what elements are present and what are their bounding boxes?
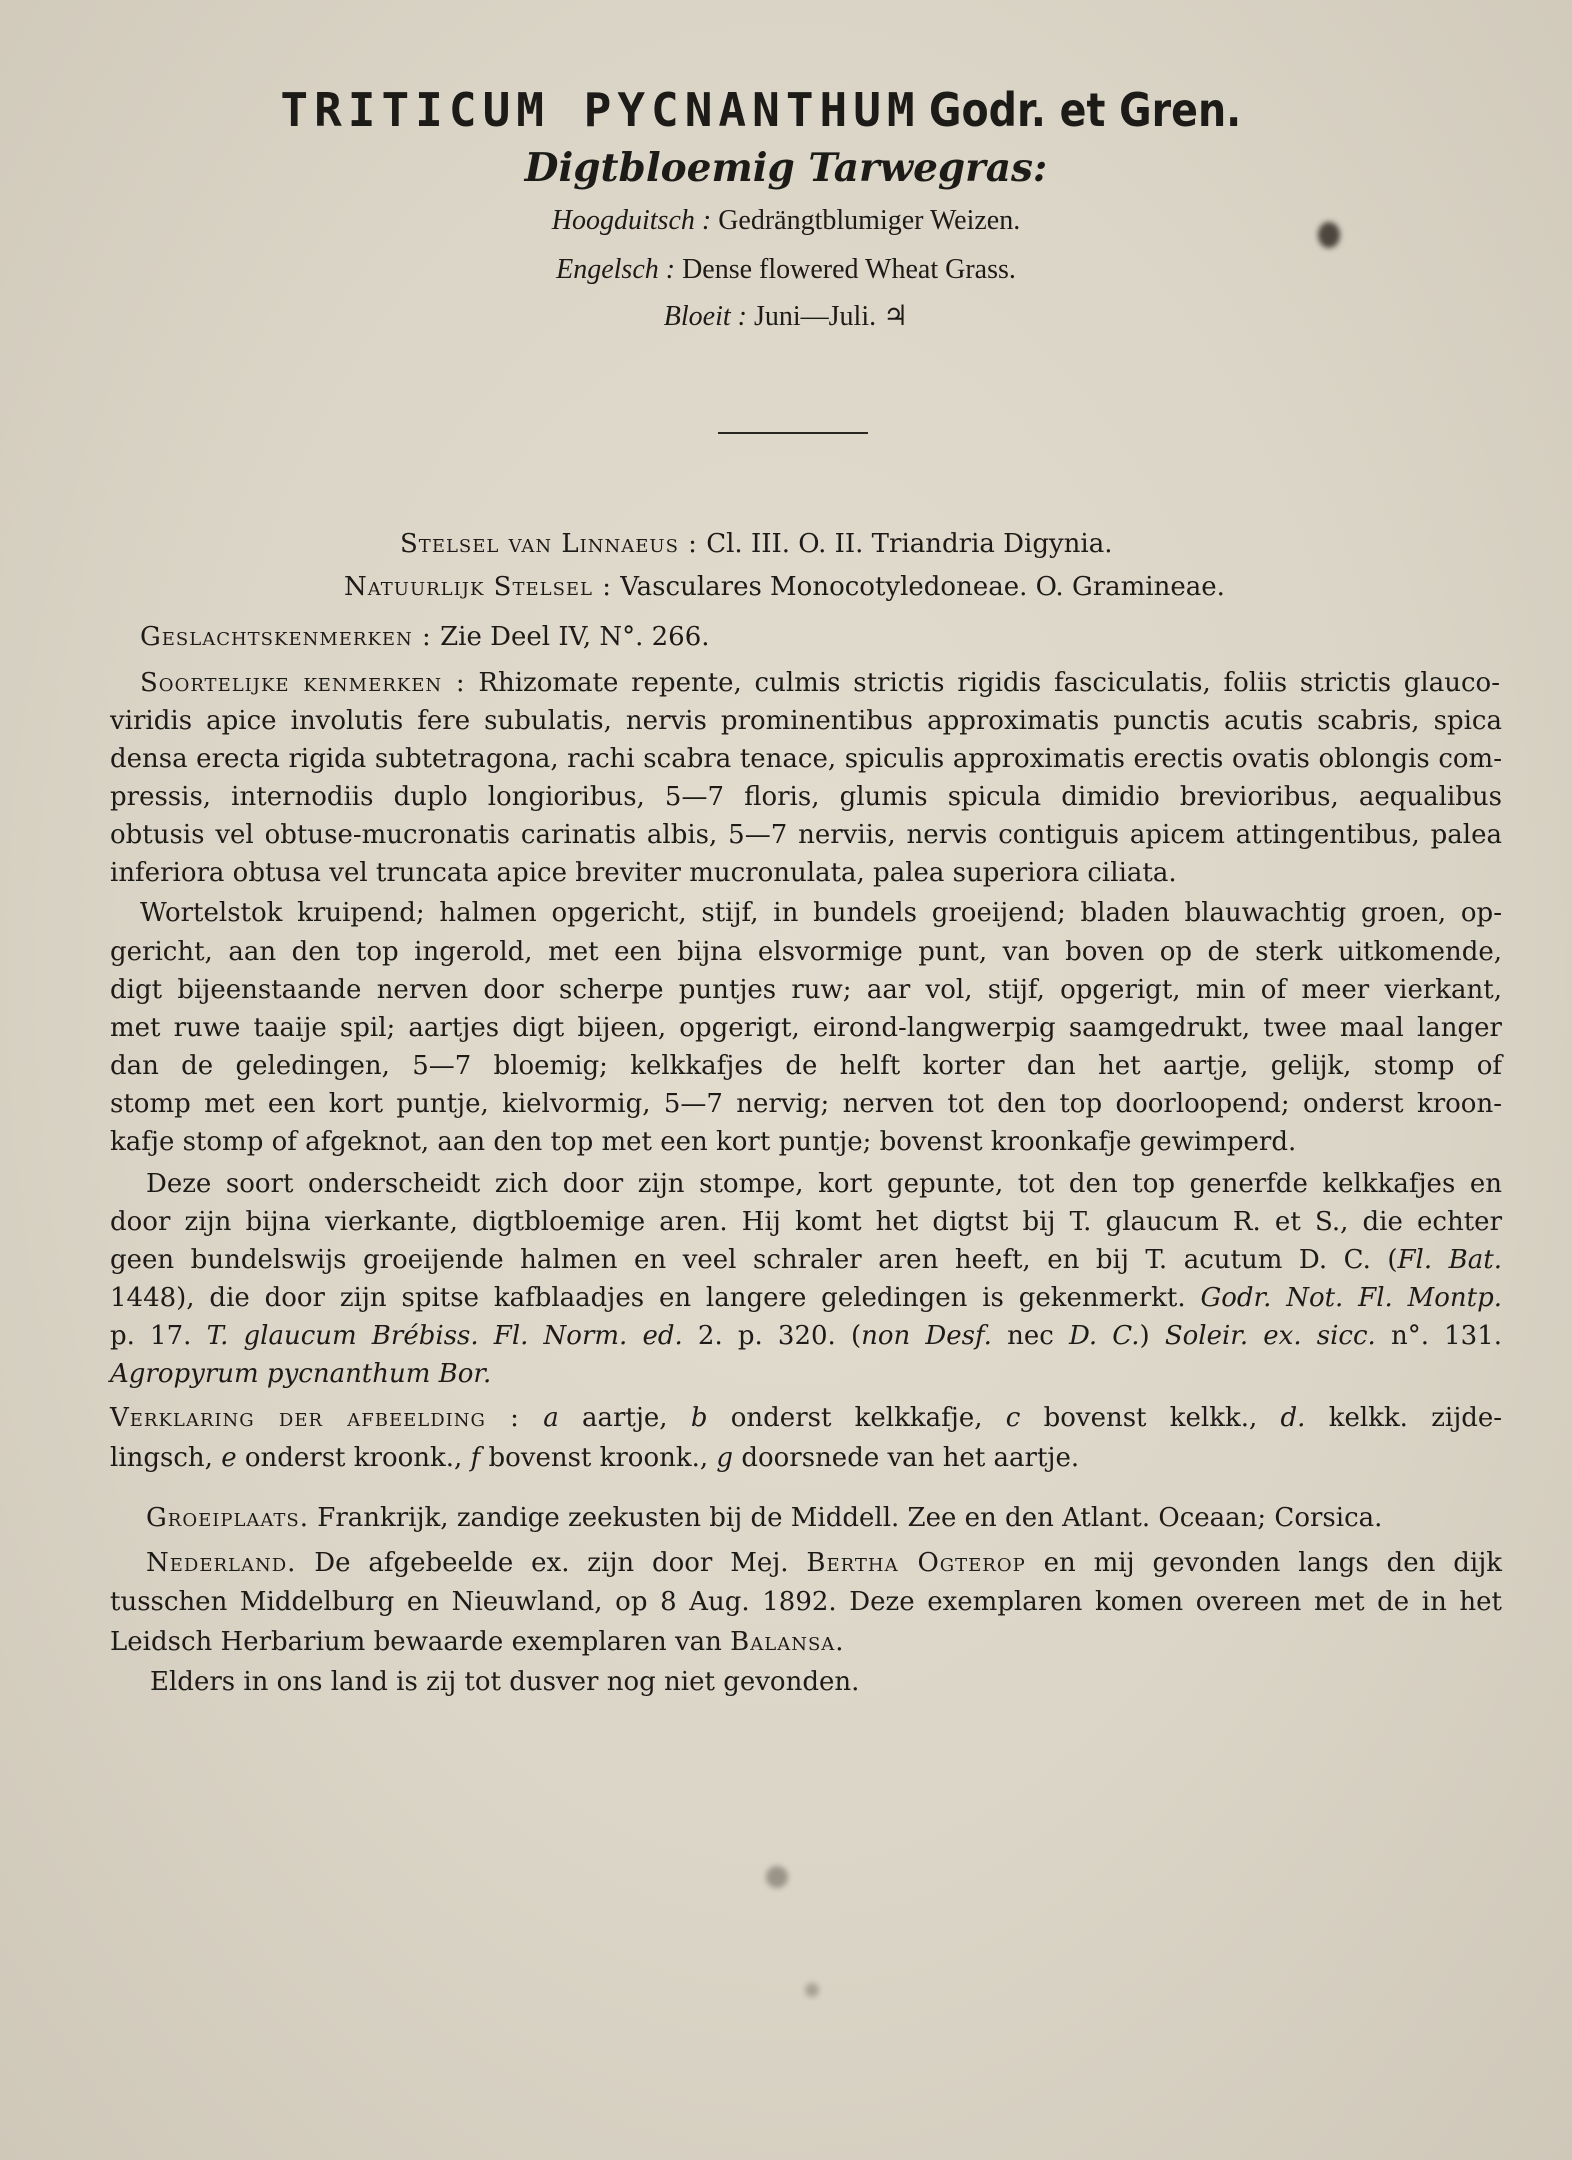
description-line: dan de geledingen, 5—7 bloemig; kelkkafjes de helft korter dan het aartje, gelijk, stomp of xyxy=(110,1051,1502,1081)
notes-line: door zijn bijna vierkante, digtbloemige aren. Hij komt het digtst bij T. glaucum R. et S., die echter xyxy=(110,1207,1502,1237)
german-name-line xyxy=(0,204,1572,238)
species-line: obtusis vel obtuse-mucronatis carinatis albis, 5—7 nerviis, nervis contiguis apicem attingentibus, palea xyxy=(110,820,1502,850)
species-text: Rhizomate repente, culmis strictis rigidis fasciculatis, foliis strictis glauco- xyxy=(478,668,1500,698)
natural-system-value: Vasculares Monocotyledoneae. O. Gramineae. xyxy=(620,572,1225,602)
notes-text: 1448), die door zijn spitse kafblaadjes en langere geledingen is gekenmerkt. xyxy=(110,1283,1186,1313)
figure-explanation-label: Verklaring der afbeelding : xyxy=(110,1403,520,1433)
figure-text: onderst kroonk., xyxy=(244,1443,463,1473)
english-name: Dense flowered Wheat Grass. xyxy=(682,254,1016,285)
netherlands-line xyxy=(146,1545,1502,1581)
synonym-line: Agropyrum pycnanthum Bor. xyxy=(110,1359,492,1389)
species-line xyxy=(140,665,1500,701)
reference-italic: D. C. xyxy=(1068,1321,1140,1351)
species-line: densa erecta rigida subtetragona, rachi scabra tenace, spiculis approximatis erectis ovatis oblongis com- xyxy=(110,744,1502,774)
figure-letter: g xyxy=(716,1443,734,1473)
notes-line xyxy=(110,1280,1502,1316)
description-line: stomp met een kort puntje, kielvormig, 5—7 nervig; nerven tot den top doorloopend; onderst kroon- xyxy=(110,1089,1502,1119)
notes-line xyxy=(110,1318,1502,1354)
netherlands-text: Leidsch Herbarium bewaarde exemplaren van xyxy=(110,1627,722,1657)
habitat-text: Frankrijk, zandige zeekusten bij de Middell. Zee en den Atlant. Oceaan; Corsica. xyxy=(317,1503,1383,1533)
genus-value: Zie Deel IV, N°. 266. xyxy=(440,622,710,652)
bloom-line xyxy=(0,300,1572,334)
reference-italic: Godr. Not. Fl. Montp. xyxy=(1200,1283,1503,1313)
notes-line: Deze soort onderscheidt zich door zijn stompe, kort gepunte, tot den top generfde kelkkafjes en xyxy=(146,1169,1502,1199)
bloom-value: Juni—Juli. ♃ xyxy=(753,301,909,332)
figure-explanation-line xyxy=(110,1440,1502,1476)
ink-speck xyxy=(805,1983,819,1997)
species-line: pressis, internodiis duplo longioribus, 5—7 floris, glumis spicula dimidio brevioribus, aequalibus xyxy=(110,782,1502,812)
ink-speck xyxy=(766,1866,788,1888)
divider-rule xyxy=(718,432,868,434)
bloom-label: Bloeit : xyxy=(663,301,747,332)
reference-italic: Fl. Bat. xyxy=(1397,1245,1502,1275)
authority: Godr. et Gren. xyxy=(928,83,1241,137)
description-line: Wortelstok kruipend; halmen opgericht, stijf, in bundels groeijend; bladen blauwachtig groen, op- xyxy=(140,898,1502,928)
natural-system-line xyxy=(344,569,1444,605)
description-line: digt bijeenstaande nerven door scherpe puntjes ruw; aar vol, stijf, opgerigt, min of meer vierkant, xyxy=(110,975,1502,1005)
notes-text: geen bundelswijs groeijende halmen en veel schraler aren heeft, en bij T. acutum D. C. ( xyxy=(110,1245,1398,1275)
collector-name: Balansa. xyxy=(730,1627,845,1657)
species-label: Soortelijke kenmerken : xyxy=(140,668,466,698)
figure-text: aartje, xyxy=(581,1403,668,1433)
figure-text: bovenst kroonk., xyxy=(488,1443,709,1473)
netherlands-line xyxy=(110,1624,1502,1660)
notes-text: p. 17. xyxy=(110,1321,192,1351)
notes-line xyxy=(110,1242,1502,1278)
reference-italic: Soleir. ex. sicc. xyxy=(1164,1321,1376,1351)
figure-explanation-line xyxy=(110,1400,1502,1436)
figure-letter: f xyxy=(470,1443,481,1473)
linnaeus-line xyxy=(400,526,1400,562)
description-line: met ruwe taaije spil; aartjes digt bijeen, opgerigt, eirond-langwerpig saamgedrukt, twee maal langer xyxy=(110,1013,1502,1043)
netherlands-line: tusschen Middelburg en Nieuwland, op 8 Aug. 1892. Deze exemplaren komen overeen met de in het xyxy=(110,1587,1502,1617)
netherlands-text: De afgebeelde ex. zijn door Mej. xyxy=(314,1548,789,1578)
genus-label: Geslachtskenmerken : xyxy=(140,622,432,652)
habitat-label: Groeiplaats. xyxy=(146,1503,310,1533)
german-name: Gedrängtblumiger Weizen. xyxy=(718,205,1021,236)
linnaeus-value: Cl. III. O. II. Triandria Digynia. xyxy=(706,529,1113,559)
species-line: viridis apice involutis fere subulatis, nervis prominentibus approximatis punctis acutis scabris, spica xyxy=(110,706,1502,736)
dutch-name: Digtbloemig Tarwegras: xyxy=(524,145,1048,191)
linnaeus-label: Stelsel van Linnaeus : xyxy=(400,529,698,559)
figure-letter: b xyxy=(690,1403,708,1433)
german-label: Hoogduitsch : xyxy=(551,205,712,236)
netherlands-label: Nederland. xyxy=(146,1548,297,1578)
notes-text: nec xyxy=(1007,1321,1054,1351)
notes-text: n°. 131. xyxy=(1390,1321,1503,1351)
reference-italic: T. glaucum Brébiss. Fl. Norm. ed. xyxy=(206,1321,683,1351)
figure-letter: d. xyxy=(1280,1403,1306,1433)
figure-text: bovenst kelkk., xyxy=(1043,1403,1258,1433)
figure-text: onderst kelkkafje, xyxy=(730,1403,983,1433)
netherlands-text: en mij gevonden langs den dijk xyxy=(1043,1548,1503,1578)
english-label: Engelsch : xyxy=(556,254,676,285)
species-line: inferiora obtusa vel truncata apice breviter mucronulata, palea superiora ciliata. xyxy=(110,858,1177,888)
reference-italic: non Desf. xyxy=(861,1321,992,1351)
figure-text: kelkk. zijde- xyxy=(1328,1403,1503,1433)
figure-text: lingsch, xyxy=(110,1443,213,1473)
notes-text: ) xyxy=(1139,1321,1150,1351)
figure-text: doorsnede van het aartje. xyxy=(741,1443,1080,1473)
habitat-line xyxy=(146,1500,1502,1536)
latin-name: TRITICUM PYCNANTHUM xyxy=(280,83,921,137)
figure-letter: c xyxy=(1005,1403,1021,1433)
netherlands-line: Elders in ons land is zij tot dusver nog niet gevonden. xyxy=(150,1667,860,1697)
figure-letter: e xyxy=(221,1443,237,1473)
description-line: gericht, aan den top ingerold, met een bijna elsvormige punt, van boven op de sterk uitkomende, xyxy=(110,937,1502,967)
figure-letter: a xyxy=(543,1403,559,1433)
english-name-line xyxy=(0,253,1572,287)
collector-name: Bertha Ogterop xyxy=(806,1548,1026,1578)
natural-system-label: Natuurlijk Stelsel : xyxy=(344,572,613,602)
notes-text: 2. p. 320. ( xyxy=(697,1321,862,1351)
genus-line xyxy=(140,619,1340,655)
species-title xyxy=(0,82,1572,138)
description-line: kafje stomp of afgeknot, aan den top met een kort puntje; bovenst kroonkafje gewimperd. xyxy=(110,1127,1297,1157)
